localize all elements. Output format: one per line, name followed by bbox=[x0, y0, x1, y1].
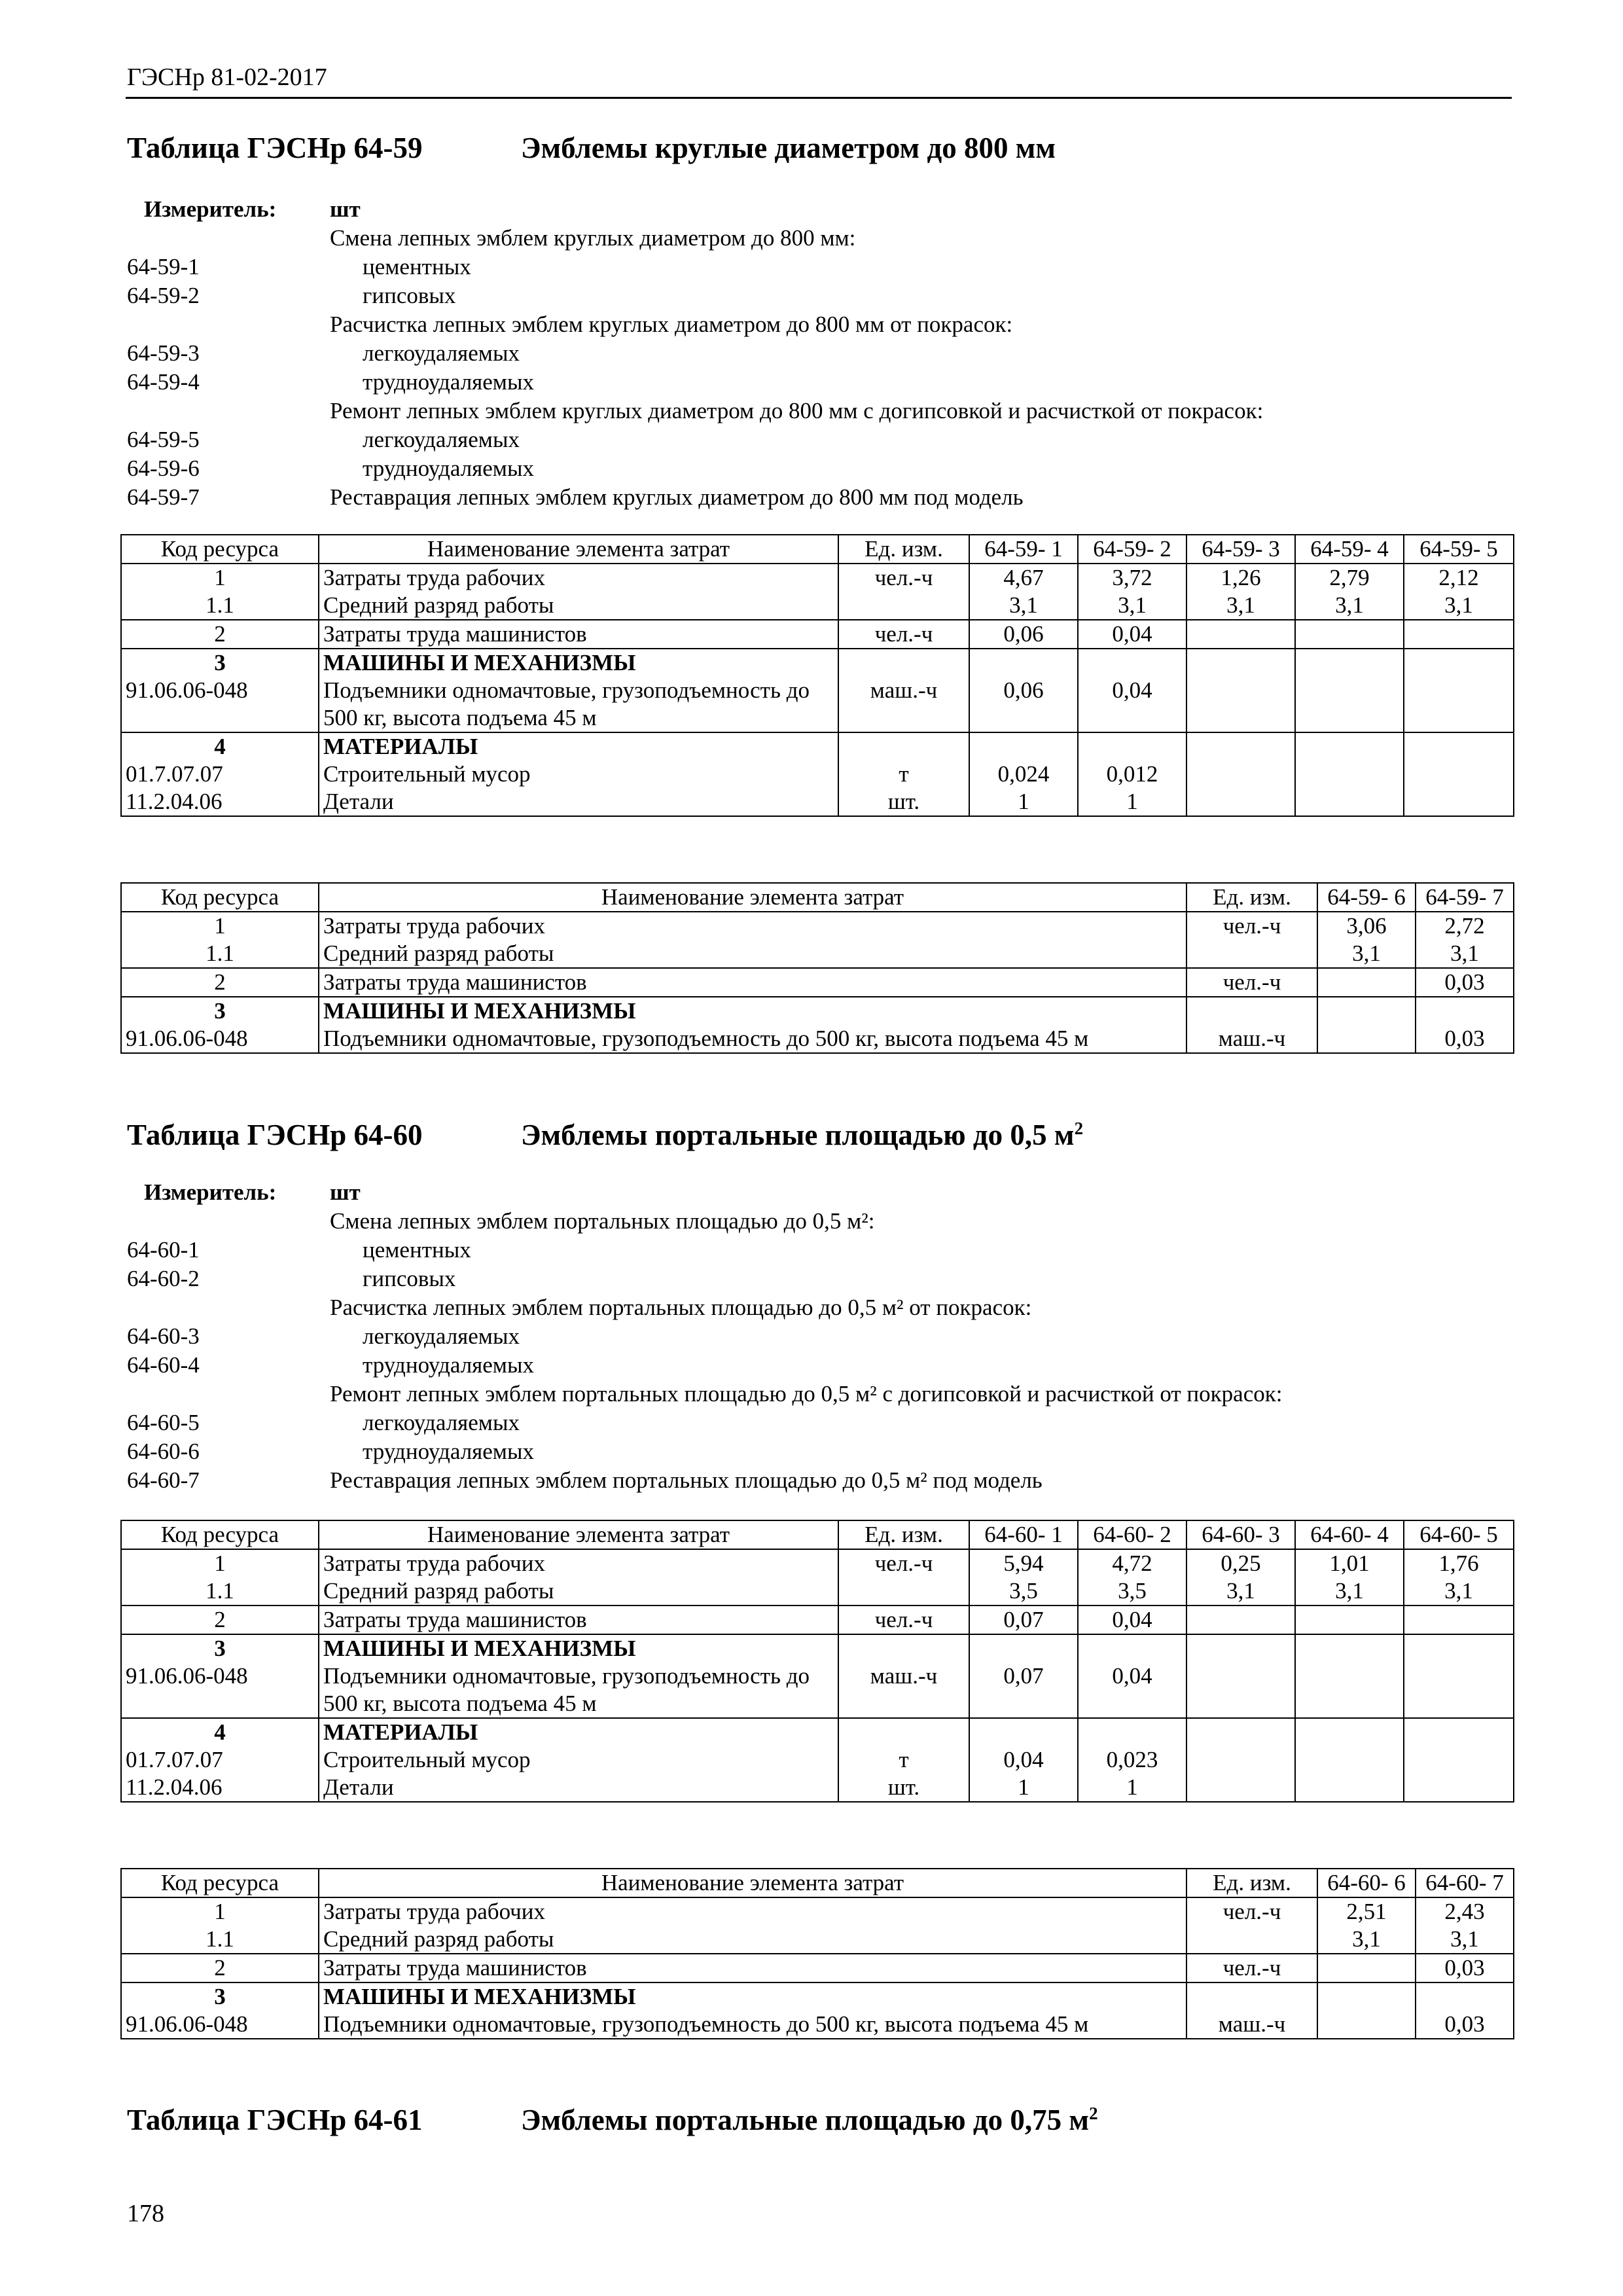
table-cell: Затраты труда машинистов bbox=[319, 1954, 1186, 1982]
item-code: 64-60-5 bbox=[127, 1410, 200, 1435]
table-name-text: Эмблемы портальные площадью до 0,75 м bbox=[521, 2104, 1090, 2136]
table-cell bbox=[1186, 732, 1295, 761]
table-cell: Средний разряд работы bbox=[319, 1926, 1186, 1954]
document-header: ГЭСНр 81-02-2017 bbox=[127, 63, 327, 91]
column-header: Код ресурса bbox=[121, 883, 319, 912]
norm-table bbox=[120, 882, 1514, 1054]
table-cell: Затраты труда машинистов bbox=[319, 620, 838, 649]
table-cell: 0,012 bbox=[1078, 761, 1186, 788]
table-cell: 3,1 bbox=[1317, 940, 1416, 968]
item-description: Реставрация лепных эмблем круглых диаметром до 800 мм под модель bbox=[330, 484, 1024, 510]
table-cell: 4 bbox=[121, 1718, 319, 1746]
table-cell bbox=[1404, 1718, 1514, 1746]
table-row bbox=[121, 997, 1514, 1025]
table-cell: Строительный мусор bbox=[319, 1746, 838, 1774]
table-cell bbox=[1404, 677, 1514, 732]
item-code: 64-59-4 bbox=[127, 369, 200, 395]
table-cell: чел.-ч bbox=[1186, 1897, 1317, 1926]
table-cell: 1 bbox=[121, 1549, 319, 1577]
table-cell: 2,51 bbox=[1317, 1897, 1416, 1926]
table-cell bbox=[1404, 1634, 1514, 1662]
table-cell: Детали bbox=[319, 788, 838, 816]
table-name-text: Эмблемы портальные площадью до 0,5 м bbox=[521, 1119, 1075, 1151]
table-cell bbox=[1404, 732, 1514, 761]
item-description: гипсовых bbox=[363, 1266, 456, 1291]
table-cell: 1,26 bbox=[1186, 564, 1295, 592]
table-cell bbox=[1317, 1025, 1416, 1053]
table-cell: маш.-ч bbox=[838, 677, 969, 732]
table-name bbox=[521, 1118, 1083, 1152]
table-row bbox=[121, 912, 1514, 940]
table-row bbox=[121, 1718, 1514, 1746]
item-code: 64-60-2 bbox=[127, 1266, 200, 1291]
table-cell: МАТЕРИАЛЫ bbox=[319, 732, 838, 761]
table-header-row bbox=[121, 535, 1514, 564]
table-row bbox=[121, 1662, 1514, 1718]
item-description: гипсовых bbox=[363, 283, 456, 308]
table-cell: 3,06 bbox=[1317, 912, 1416, 940]
table-header-row bbox=[121, 883, 1514, 912]
table-cell: чел.-ч bbox=[838, 620, 969, 649]
table-cell: 0,03 bbox=[1416, 1025, 1514, 1053]
table-row bbox=[121, 1774, 1514, 1802]
item-description: трудноудаляемых bbox=[363, 456, 534, 481]
table-cell bbox=[1295, 732, 1404, 761]
table-cell: 3,1 bbox=[1317, 1926, 1416, 1954]
table-cell bbox=[1404, 1774, 1514, 1802]
table-cell bbox=[1186, 649, 1295, 677]
table-cell bbox=[1404, 649, 1514, 677]
table-row bbox=[121, 732, 1514, 761]
table-code: Таблица ГЭСНр 64-60 bbox=[127, 1119, 423, 1151]
table-cell bbox=[1186, 1718, 1295, 1746]
table-cell bbox=[969, 649, 1078, 677]
table-cell: т bbox=[838, 1746, 969, 1774]
table-cell bbox=[1317, 1954, 1416, 1982]
column-header: 64-60- 5 bbox=[1404, 1520, 1514, 1549]
table-cell bbox=[838, 592, 969, 620]
table-cell bbox=[1186, 1746, 1295, 1774]
column-header: 64-59- 1 bbox=[969, 535, 1078, 564]
item-code: 64-59-5 bbox=[127, 427, 200, 452]
item-description: Ремонт лепных эмблем портальных площадью до 0,5 м² с догипсовкой и расчисткой от покрасок: bbox=[330, 1381, 1283, 1407]
table-cell bbox=[1317, 968, 1416, 997]
superscript: 2 bbox=[1074, 1119, 1084, 1138]
table-cell: Затраты труда рабочих bbox=[319, 1897, 1186, 1926]
table-cell: 1 bbox=[1078, 1774, 1186, 1802]
column-header: 64-60- 2 bbox=[1078, 1520, 1186, 1549]
table-cell: 3,1 bbox=[1295, 1577, 1404, 1605]
table-cell: МАШИНЫ И МЕХАНИЗМЫ bbox=[319, 1634, 838, 1662]
table-cell: 0,023 bbox=[1078, 1746, 1186, 1774]
table-cell bbox=[838, 1718, 969, 1746]
column-header: Наименование элемента затрат bbox=[319, 535, 838, 564]
item-code: 64-59-2 bbox=[127, 283, 200, 308]
table-cell: маш.-ч bbox=[1186, 1025, 1317, 1053]
table-cell: 2 bbox=[121, 968, 319, 997]
table-cell bbox=[969, 1634, 1078, 1662]
item-description: цементных bbox=[363, 1237, 471, 1263]
table-row bbox=[121, 1025, 1514, 1053]
page-number: 178 bbox=[127, 2200, 164, 2227]
table-cell: 3 bbox=[121, 1634, 319, 1662]
table-cell: маш.-ч bbox=[838, 1662, 969, 1718]
table-cell: Подъемники одномачтовые, грузоподъемность до 500 кг, высота подъема 45 м bbox=[319, 1025, 1186, 1053]
table-cell bbox=[1186, 1662, 1295, 1718]
item-description: легкоудаляемых bbox=[363, 340, 520, 366]
table-cell: Средний разряд работы bbox=[319, 940, 1186, 968]
table-cell: Затраты труда машинистов bbox=[319, 968, 1186, 997]
table-cell: чел.-ч bbox=[838, 1605, 969, 1634]
item-code: 64-60-3 bbox=[127, 1323, 200, 1349]
table-cell: 0,04 bbox=[1078, 677, 1186, 732]
item-description: трудноудаляемых bbox=[363, 369, 534, 395]
table-cell: 0,04 bbox=[1078, 1662, 1186, 1718]
table-cell bbox=[838, 1577, 969, 1605]
table-cell bbox=[1186, 1605, 1295, 1634]
table-cell: 5,94 bbox=[969, 1549, 1078, 1577]
table-cell: 2 bbox=[121, 1954, 319, 1982]
table-cell: Затраты труда рабочих bbox=[319, 564, 838, 592]
table-cell bbox=[1317, 1982, 1416, 2011]
table-cell bbox=[1317, 2011, 1416, 2039]
table-cell bbox=[1186, 997, 1317, 1025]
table-row bbox=[121, 677, 1514, 732]
table-cell bbox=[1295, 1662, 1404, 1718]
item-code: 64-59-6 bbox=[127, 456, 200, 481]
column-header: 64-59- 6 bbox=[1317, 883, 1416, 912]
table-code: Таблица ГЭСНр 64-61 bbox=[127, 2104, 423, 2136]
item-description: Смена лепных эмблем портальных площадью до 0,5 м²: bbox=[330, 1208, 875, 1234]
column-header: Ед. изм. bbox=[838, 535, 969, 564]
table-cell: 3,1 bbox=[1078, 592, 1186, 620]
table-cell bbox=[1186, 1634, 1295, 1662]
item-code: 64-59-3 bbox=[127, 340, 200, 366]
table-cell: Подъемники одномачтовые, грузоподъемность до 500 кг, высота подъема 45 м bbox=[319, 1662, 838, 1718]
table-cell: 0,07 bbox=[969, 1662, 1078, 1718]
table-cell: 91.06.06-048 bbox=[121, 677, 319, 732]
table-row bbox=[121, 649, 1514, 677]
table-cell: МАШИНЫ И МЕХАНИЗМЫ bbox=[319, 1982, 1186, 2011]
item-code: 64-59-1 bbox=[127, 254, 200, 279]
table-cell: 3,1 bbox=[1186, 592, 1295, 620]
table-cell: 01.7.07.07 bbox=[121, 761, 319, 788]
column-header: 64-60- 6 bbox=[1317, 1869, 1416, 1897]
table-cell bbox=[1186, 1982, 1317, 2011]
table-cell: т bbox=[838, 761, 969, 788]
column-header: Наименование элемента затрат bbox=[319, 1869, 1186, 1897]
table-cell: 91.06.06-048 bbox=[121, 2011, 319, 2039]
table-cell: 3 bbox=[121, 1982, 319, 2011]
column-header: 64-59- 4 bbox=[1295, 535, 1404, 564]
table-cell: 3 bbox=[121, 649, 319, 677]
table-row bbox=[121, 1746, 1514, 1774]
table-cell: 3,1 bbox=[1416, 1926, 1514, 1954]
table-cell bbox=[1404, 761, 1514, 788]
item-description: Реставрация лепных эмблем портальных площадью до 0,5 м² под модель bbox=[330, 1467, 1043, 1493]
column-header: Наименование элемента затрат bbox=[319, 883, 1186, 912]
table-row bbox=[121, 592, 1514, 620]
table-cell: 0,06 bbox=[969, 620, 1078, 649]
table-cell bbox=[838, 649, 969, 677]
table-cell: шт. bbox=[838, 1774, 969, 1802]
table-cell bbox=[1404, 788, 1514, 816]
header-rule bbox=[126, 97, 1512, 99]
table-cell: 2 bbox=[121, 620, 319, 649]
table-cell: 3,1 bbox=[969, 592, 1078, 620]
table-cell: 1 bbox=[1078, 788, 1186, 816]
item-description: легкоудаляемых bbox=[363, 1323, 520, 1349]
table-cell bbox=[1295, 1746, 1404, 1774]
table-row bbox=[121, 761, 1514, 788]
table-row bbox=[121, 1926, 1514, 1954]
table-cell bbox=[1404, 1746, 1514, 1774]
table-cell: 1 bbox=[121, 912, 319, 940]
column-header: 64-60- 7 bbox=[1416, 1869, 1514, 1897]
table-cell: 1 bbox=[969, 1774, 1078, 1802]
table-cell bbox=[1295, 649, 1404, 677]
table-cell bbox=[1404, 1605, 1514, 1634]
table-cell bbox=[1295, 1605, 1404, 1634]
table-cell bbox=[1078, 1634, 1186, 1662]
table-cell: МАТЕРИАЛЫ bbox=[319, 1718, 838, 1746]
table-cell: 3,1 bbox=[1404, 592, 1514, 620]
table-cell: Затраты труда рабочих bbox=[319, 1549, 838, 1577]
table-row bbox=[121, 2011, 1514, 2039]
table-cell: чел.-ч bbox=[1186, 1954, 1317, 1982]
measure-unit: шт bbox=[330, 1179, 361, 1205]
table-header-row bbox=[121, 1520, 1514, 1549]
column-header: Код ресурса bbox=[121, 1869, 319, 1897]
column-header: Ед. изм. bbox=[1186, 883, 1317, 912]
table-cell: 1,76 bbox=[1404, 1549, 1514, 1577]
table-cell: 0,04 bbox=[969, 1746, 1078, 1774]
item-description: трудноудаляемых bbox=[363, 1439, 534, 1464]
table-cell: 3,1 bbox=[1186, 1577, 1295, 1605]
column-header: Ед. изм. bbox=[838, 1520, 969, 1549]
table-cell bbox=[838, 1634, 969, 1662]
table-cell: МАШИНЫ И МЕХАНИЗМЫ bbox=[319, 649, 838, 677]
table-cell: 0,03 bbox=[1416, 1954, 1514, 1982]
table-cell bbox=[1404, 620, 1514, 649]
table-cell bbox=[1404, 1662, 1514, 1718]
table-cell bbox=[1186, 1926, 1317, 1954]
table-cell: Затраты труда рабочих bbox=[319, 912, 1186, 940]
table-cell bbox=[1295, 1718, 1404, 1746]
item-description: легкоудаляемых bbox=[363, 427, 520, 452]
table-cell: Детали bbox=[319, 1774, 838, 1802]
table-cell: 3 bbox=[121, 997, 319, 1025]
column-header: Код ресурса bbox=[121, 535, 319, 564]
table-cell bbox=[1295, 1634, 1404, 1662]
table-cell: 1,01 bbox=[1295, 1549, 1404, 1577]
column-header: Наименование элемента затрат bbox=[319, 1520, 838, 1549]
table-cell: 0,03 bbox=[1416, 968, 1514, 997]
table-cell: 3,72 bbox=[1078, 564, 1186, 592]
table-row bbox=[121, 1897, 1514, 1926]
column-header: Код ресурса bbox=[121, 1520, 319, 1549]
table-cell: чел.-ч bbox=[838, 564, 969, 592]
table-cell: 0,06 bbox=[969, 677, 1078, 732]
column-header: Ед. изм. bbox=[1186, 1869, 1317, 1897]
table-cell: 1 bbox=[121, 564, 319, 592]
measure-unit: шт bbox=[330, 196, 361, 222]
table-cell: 2,72 bbox=[1416, 912, 1514, 940]
item-code: 64-60-4 bbox=[127, 1352, 200, 1378]
table-cell: Подъемники одномачтовые, грузоподъемность до 500 кг, высота подъема 45 м bbox=[319, 677, 838, 732]
table-row bbox=[121, 1549, 1514, 1577]
table-row bbox=[121, 620, 1514, 649]
table-row bbox=[121, 1577, 1514, 1605]
table-row bbox=[121, 1982, 1514, 2011]
table-row bbox=[121, 564, 1514, 592]
table-cell bbox=[838, 732, 969, 761]
table-cell: 2 bbox=[121, 1605, 319, 1634]
measure-label: Измеритель: bbox=[144, 1179, 277, 1205]
item-description: Расчистка лепных эмблем круглых диаметром до 800 мм от покрасок: bbox=[330, 312, 1013, 337]
table-cell: 11.2.04.06 bbox=[121, 788, 319, 816]
table-cell: 1.1 bbox=[121, 940, 319, 968]
table-cell bbox=[1295, 1774, 1404, 1802]
item-description: цементных bbox=[363, 254, 471, 279]
table-cell: Средний разряд работы bbox=[319, 1577, 838, 1605]
table-cell bbox=[1295, 620, 1404, 649]
table-cell: чел.-ч bbox=[838, 1549, 969, 1577]
table-row bbox=[121, 1605, 1514, 1634]
table-cell bbox=[1416, 1982, 1514, 2011]
table-cell: 3,1 bbox=[1295, 592, 1404, 620]
table-cell: 2,79 bbox=[1295, 564, 1404, 592]
norm-table bbox=[120, 1868, 1514, 2039]
table-cell: 11.2.04.06 bbox=[121, 1774, 319, 1802]
table-row bbox=[121, 940, 1514, 968]
table-cell: 4,67 bbox=[969, 564, 1078, 592]
item-description: легкоудаляемых bbox=[363, 1410, 520, 1435]
table-cell: 1.1 bbox=[121, 1577, 319, 1605]
item-code: 64-60-7 bbox=[127, 1467, 200, 1493]
table-cell: 3,5 bbox=[1078, 1577, 1186, 1605]
table-cell: 0,07 bbox=[969, 1605, 1078, 1634]
table-row bbox=[121, 968, 1514, 997]
table-cell bbox=[1078, 649, 1186, 677]
item-code: 64-60-1 bbox=[127, 1237, 200, 1263]
table-cell bbox=[1078, 732, 1186, 761]
table-cell: 3,5 bbox=[969, 1577, 1078, 1605]
table-cell: 0,25 bbox=[1186, 1549, 1295, 1577]
item-description: трудноудаляемых bbox=[363, 1352, 534, 1378]
item-code: 64-59-7 bbox=[127, 484, 200, 510]
table-cell: Затраты труда машинистов bbox=[319, 1605, 838, 1634]
column-header: 64-60- 4 bbox=[1295, 1520, 1404, 1549]
table-cell: 1 bbox=[969, 788, 1078, 816]
table-cell: 01.7.07.07 bbox=[121, 1746, 319, 1774]
table-code: Таблица ГЭСНр 64-59 bbox=[127, 132, 423, 164]
table-cell bbox=[1186, 788, 1295, 816]
column-header: 64-59- 2 bbox=[1078, 535, 1186, 564]
table-row bbox=[121, 788, 1514, 816]
item-code: 64-60-6 bbox=[127, 1439, 200, 1464]
table-cell: шт. bbox=[838, 788, 969, 816]
table-header-row bbox=[121, 1869, 1514, 1897]
table-cell bbox=[1416, 997, 1514, 1025]
table-cell bbox=[1295, 677, 1404, 732]
table-cell bbox=[1317, 997, 1416, 1025]
table-name: Эмблемы круглые диаметром до 800 мм bbox=[521, 132, 1056, 164]
norm-table bbox=[120, 534, 1514, 817]
table-cell: чел.-ч bbox=[1186, 968, 1317, 997]
table-cell bbox=[1295, 761, 1404, 788]
table-cell: чел.-ч bbox=[1186, 912, 1317, 940]
table-cell bbox=[1078, 1718, 1186, 1746]
item-description: Ремонт лепных эмблем круглых диаметром до 800 мм с догипсовкой и расчисткой от покрасок: bbox=[330, 398, 1264, 423]
measure-label: Измеритель: bbox=[144, 196, 277, 222]
table-cell: 3,1 bbox=[1416, 940, 1514, 968]
table-cell: 1 bbox=[121, 1897, 319, 1926]
table-cell: 1.1 bbox=[121, 1926, 319, 1954]
table-cell: 4 bbox=[121, 732, 319, 761]
table-cell: 0,024 bbox=[969, 761, 1078, 788]
column-header: 64-60- 3 bbox=[1186, 1520, 1295, 1549]
table-cell bbox=[1295, 788, 1404, 816]
table-cell: 91.06.06-048 bbox=[121, 1662, 319, 1718]
table-cell: 2,12 bbox=[1404, 564, 1514, 592]
table-name bbox=[521, 2103, 1098, 2137]
column-header: 64-60- 1 bbox=[969, 1520, 1078, 1549]
column-header: 64-59- 5 bbox=[1404, 535, 1514, 564]
norm-table bbox=[120, 1520, 1514, 1803]
table-cell bbox=[1186, 620, 1295, 649]
table-cell: 3,1 bbox=[1404, 1577, 1514, 1605]
column-header: 64-59- 7 bbox=[1416, 883, 1514, 912]
item-description: Смена лепных эмблем круглых диаметром до 800 мм: bbox=[330, 225, 856, 251]
column-header: 64-59- 3 bbox=[1186, 535, 1295, 564]
table-cell bbox=[1186, 940, 1317, 968]
table-cell: 1.1 bbox=[121, 592, 319, 620]
table-cell: МАШИНЫ И МЕХАНИЗМЫ bbox=[319, 997, 1186, 1025]
superscript: 2 bbox=[1089, 2104, 1098, 2123]
item-description: Расчистка лепных эмблем портальных площадью до 0,5 м² от покрасок: bbox=[330, 1295, 1032, 1320]
table-cell: 0,03 bbox=[1416, 2011, 1514, 2039]
table-row bbox=[121, 1954, 1514, 1982]
table-cell bbox=[1186, 761, 1295, 788]
table-cell: 0,04 bbox=[1078, 620, 1186, 649]
table-cell bbox=[969, 1718, 1078, 1746]
table-row bbox=[121, 1634, 1514, 1662]
table-cell: Строительный мусор bbox=[319, 761, 838, 788]
table-cell: маш.-ч bbox=[1186, 2011, 1317, 2039]
table-cell: 4,72 bbox=[1078, 1549, 1186, 1577]
table-cell bbox=[1186, 677, 1295, 732]
table-cell: Подъемники одномачтовые, грузоподъемность до 500 кг, высота подъема 45 м bbox=[319, 2011, 1186, 2039]
table-cell bbox=[1186, 1774, 1295, 1802]
table-cell: 2,43 bbox=[1416, 1897, 1514, 1926]
table-cell bbox=[969, 732, 1078, 761]
table-cell: 0,04 bbox=[1078, 1605, 1186, 1634]
table-cell: Средний разряд работы bbox=[319, 592, 838, 620]
table-cell: 91.06.06-048 bbox=[121, 1025, 319, 1053]
